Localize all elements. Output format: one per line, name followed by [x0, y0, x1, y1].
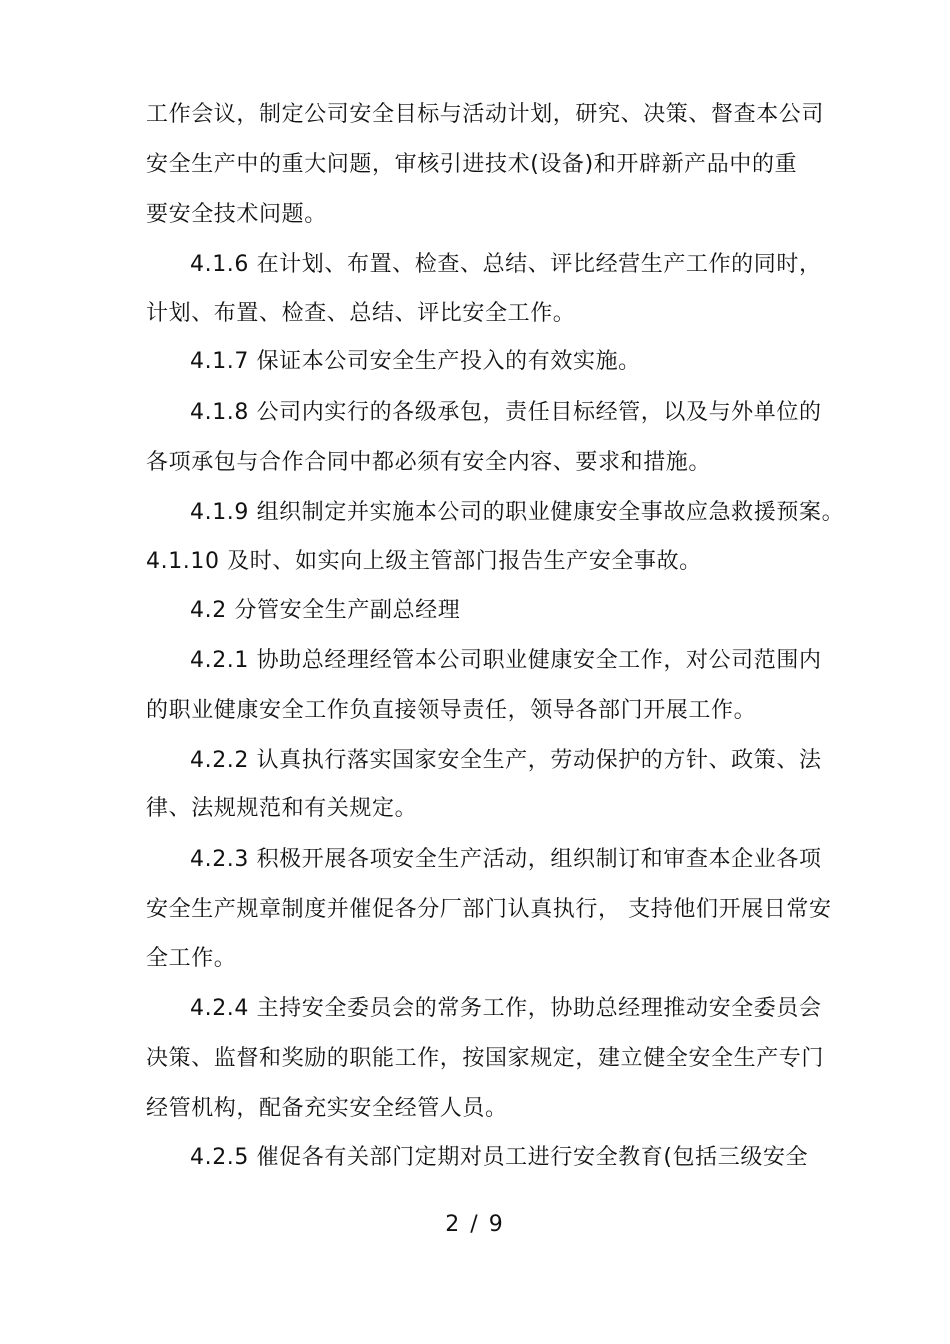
- text-line: 4.1.9 组织制定并实施本公司的职业健康安全事故应急救援预案。: [190, 500, 845, 525]
- text-line: 安全生产规章制度并催促各分厂部门认真执行， 支持他们开展日常安: [146, 897, 832, 922]
- text-line: 4.2.5 催促各有关部门定期对员工进行安全教育(包括三级安全: [190, 1145, 809, 1170]
- section-heading: 4.2 分管安全生产副总经理: [190, 598, 461, 623]
- text-line: 安全生产中的重大问题，审核引进技术(设备)和开辟新产品中的重: [146, 152, 798, 177]
- text-line: 经管机构，配备充实安全经管人员。: [146, 1096, 508, 1121]
- text-line: 律、法规规范和有关规定。: [146, 796, 418, 821]
- text-line: 4.1.7 保证本公司安全生产投入的有效实施。: [190, 349, 641, 374]
- text-line: 4.2.3 积极开展各项安全生产活动，组织制订和审查本企业各项: [190, 847, 822, 872]
- page-number: 2 / 9: [445, 1212, 505, 1237]
- text-line: 决策、监督和奖励的职能工作，按国家规定，建立健全安全生产专门: [146, 1046, 825, 1071]
- text-line: 4.1.8 公司内实行的各级承包，责任目标经管，以及与外单位的: [190, 400, 822, 425]
- text-line: 4.2.1 协助总经理经管本公司职业健康安全工作，对公司范围内: [190, 648, 822, 673]
- text-line: 工作会议，制定公司安全目标与活动计划，研究、决策、督查本公司: [146, 102, 825, 127]
- text-line: 计划、布置、检查、总结、评比安全工作。: [146, 301, 576, 326]
- text-line: 的职业健康安全工作负直接领导责任，领导各部门开展工作。: [146, 698, 757, 723]
- text-line: 4.2.2 认真执行落实国家安全生产，劳动保护的方针、政策、法: [190, 748, 822, 773]
- text-line: 4.2.4 主持安全委员会的常务工作，协助总经理推动安全委员会: [190, 996, 822, 1021]
- text-line: 4.1.6 在计划、布置、检查、总结、评比经营生产工作的同时，: [190, 252, 822, 277]
- text-line: 全工作。: [146, 946, 237, 971]
- text-line: 各项承包与合作合同中都必须有安全内容、要求和措施。: [146, 450, 712, 475]
- text-line: 4.1.10 及时、如实向上级主管部门报告生产安全事故。: [146, 549, 702, 574]
- text-line: 要安全技术问题。: [146, 202, 327, 227]
